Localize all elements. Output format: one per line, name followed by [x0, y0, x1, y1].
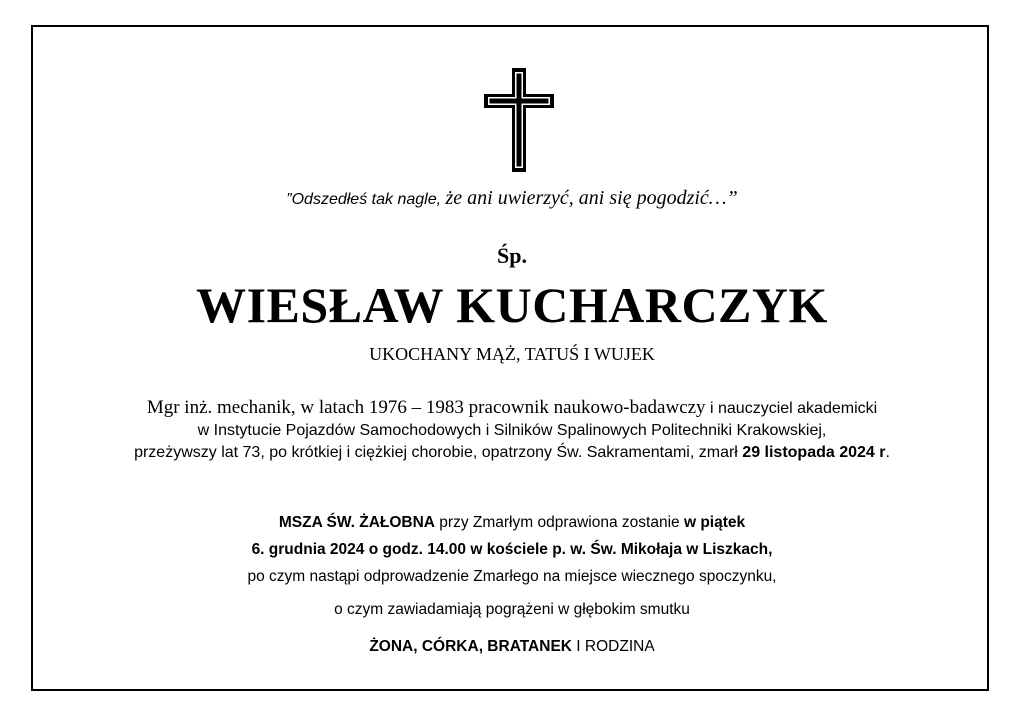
- relation-line: UKOCHANY MĄŻ, TATUŚ I WUJEK: [369, 344, 655, 364]
- quote-part-1: ”Odszedłeś tak nagle,: [286, 191, 446, 208]
- mass-line-3: po czym nastąpi odprowadzenie Zmarłego na miejsce wiecznego spoczynku,: [247, 568, 777, 585]
- family-line: [0, 638, 1024, 656]
- bio-line-3-end: .: [885, 444, 890, 461]
- bio-line-1-sans: i nauczyciel akademicki: [705, 400, 878, 417]
- death-date: 29 listopada 2024 r: [742, 444, 886, 461]
- title-prefix: Śp.: [497, 243, 527, 268]
- mass-line-1: [0, 514, 1024, 532]
- bio-line-1: [0, 397, 1024, 419]
- mass-heading: MSZA ŚW. ŻAŁOBNA: [278, 514, 435, 531]
- bio-line-3: [0, 444, 1024, 462]
- cross-icon: [484, 68, 554, 172]
- bio-line-3-text: przeżywszy lat 73, po krótkiej i ciężkiej chorobie, opatrzony Św. Sakramentami, zmarł: [134, 444, 743, 461]
- mass-line-1-text: przy Zmarłym odprawiona zostanie: [435, 514, 684, 531]
- mass-day: w piątek: [683, 514, 746, 531]
- mass-line-2: 6. grudnia 2024 o godz. 14.00 w kościele p. w. Św. Mikołaja w Liszkach,: [251, 541, 773, 558]
- bio-line-1-serif: Mgr inż. mechanik, w latach 1976 – 1983 pracownik naukowo-badawczy: [146, 397, 706, 418]
- family-bold: ŻONA, CÓRKA, BRATANEK: [369, 638, 572, 655]
- deceased-name: WIESŁAW KUCHARCZYK: [196, 277, 828, 333]
- family-rest: I RODZINA: [571, 638, 655, 655]
- quote: [0, 187, 1024, 210]
- bio-line-2: w Instytucie Pojazdów Samochodowych i Silników Spalinowych Politechniki Krakowskiej,: [197, 422, 827, 439]
- notify-line: o czym zawiadamiają pogrążeni w głębokim smutku: [334, 601, 690, 618]
- quote-part-2: że ani uwierzyć, ani się pogodzić…”: [445, 187, 738, 209]
